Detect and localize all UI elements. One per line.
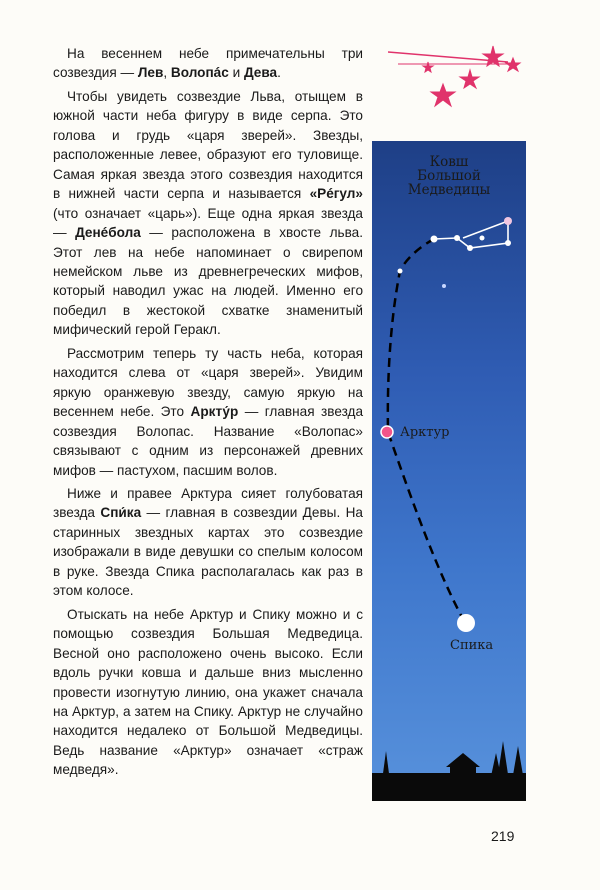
term-denebola: Денéбола [75, 225, 141, 241]
spica-label: Спика [450, 638, 494, 653]
arcturus-label: Арктур [400, 425, 450, 440]
horizon-silhouette [372, 741, 526, 801]
paragraph-4: Ниже и правее Арктура сияет голубоватая звезда Спи́ка — главная в созвездии Девы. На старинных звездных картах это созвездие изображали в виде девушки со спелым колосом в руке. Звезда Спика располагалась как раз в этом колосе. [53, 485, 363, 599]
decorative-stars-icon [388, 40, 528, 110]
paragraph-1: На весеннем небе примечательны три созвездия — Лев, Волопáс и Дева. [53, 46, 363, 81]
big-dipper-lines [434, 221, 508, 248]
term-lev: Лев [137, 65, 164, 81]
paragraph-5: Отыскать на небе Арктур и Спику можно и с помощью созвездия Большая Медведица. Весной оно расположено очень высоко. Если вдоль ручки ковша и дальше вниз мысленно провести изогнутую линию, она укажет сначала на Арктур, а затем на Спику. Арктур не случайно находится недалеко от Большой Медведицы. Ведь название «Арктур» означает «страж медведя». [53, 606, 363, 778]
spica-star [457, 614, 475, 632]
term-volopas: Волопáс [170, 65, 229, 81]
dipper-star [454, 235, 460, 241]
sky-illustration [372, 141, 526, 801]
dipper-star [505, 240, 511, 246]
dipper-star [480, 236, 485, 241]
paragraph-3: Рассмотрим теперь ту часть неба, которая находится слева от «царя зверей». Увидим яркую оранжевую звезду, самую яркую на весеннем небе. Это Аркту́р — главная звезда созвездия Волопас. Название «Волопас» связывают с одним из персонажей древних мифов — пастухом, пасшим волов. [53, 345, 364, 478]
dipper-star [467, 245, 473, 251]
faint-star [442, 284, 446, 288]
term-deva: Дева [243, 65, 278, 81]
page-number: 219 [491, 828, 515, 844]
arcturus-star [381, 426, 393, 438]
path-star [398, 269, 403, 274]
dipper-star [504, 217, 512, 225]
paragraph-2: Чтобы увидеть созвездие Льва, отыщем в южной части неба фигуру в виде серпа. Это голова и грудь «царя зверей». Звезды, расположенные левее, образуют его туловище. Самая яркая звезда этого созвездия находится в нижней части серпа и называется «Рéгул» (что означает «царь»). Еще одна яркая звезда — Денéбола — расположена в хвосте льва. Этот лев на небе напоминает о свирепом немейском льве из древнегреческих мифов, который наводил ужас на людей. Именно его победил в жестокой схватке знаменитый мифический герой Геракл. [53, 88, 363, 338]
term-spika: Спи́ка [100, 505, 142, 521]
star-map [372, 141, 526, 801]
dipper-star [431, 236, 438, 243]
article-text [53, 44, 363, 784]
figure-title: Ковш Большой Медведицы [407, 154, 491, 198]
term-arktur: Аркту́р [190, 404, 239, 420]
term-regul: «Рéгул» [309, 186, 363, 202]
